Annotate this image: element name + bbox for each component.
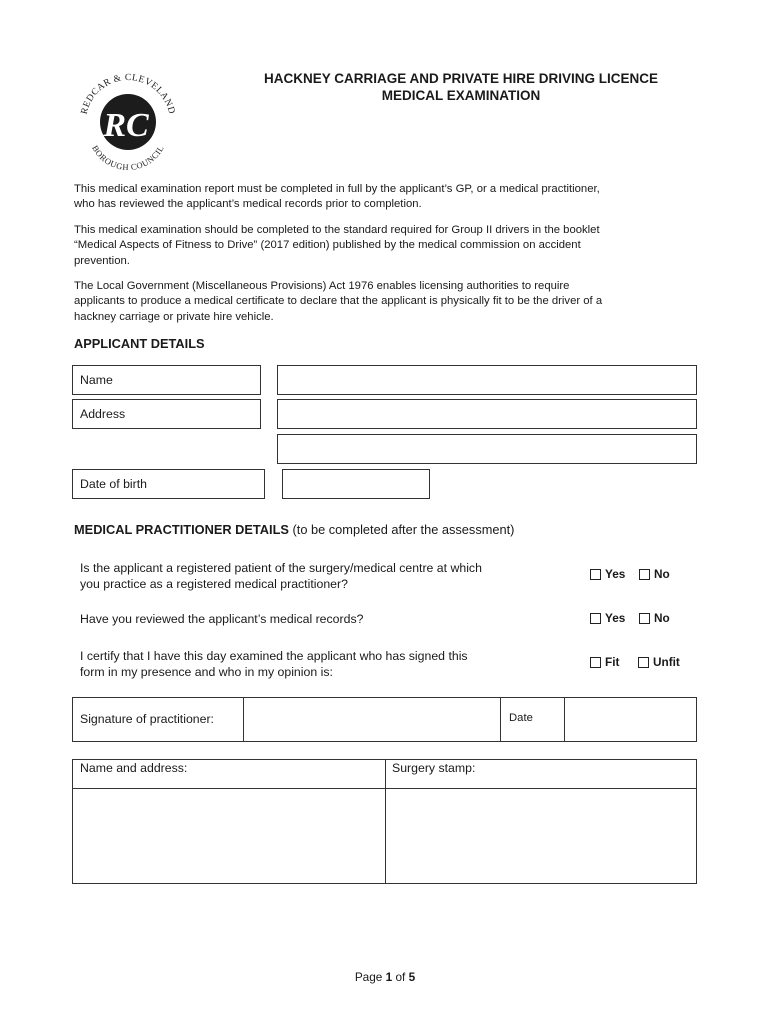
practitioner-details-heading [74,522,514,537]
q1-no-option[interactable] [639,567,670,581]
intro-line: applicants to produce a medical certificate to declare that the applicant is physically fit to be the driver of a [74,295,603,308]
practitioner-heading-note: (to be completed after the assessment) [288,522,515,537]
unfit-option[interactable] [638,655,680,669]
intro-line: This medical examination report must be completed in full by the applicant’s GP, or a medical practitioner, [74,183,600,195]
option-label: Fit [605,655,620,669]
intro-paragraph-1 [74,182,694,213]
q2-no-option[interactable] [639,611,670,625]
page-number [0,970,770,984]
question-certify [80,648,570,680]
logo-ring-top: REDCAR & CLEVELAND [79,72,177,116]
question-line: form in my presence and who in my opinion is: [80,665,333,679]
checkbox[interactable] [590,613,601,624]
title-line-2: MEDICAL EXAMINATION [381,88,541,103]
question-line: Have you reviewed the applicant’s medical records? [80,612,364,626]
council-logo [62,60,192,170]
title-line-1: HACKNEY CARRIAGE AND PRIVATE HIRE DRIVING LICENCE [263,71,659,86]
dob-field[interactable] [282,469,430,499]
name-label: Name [80,373,113,387]
name-address-field[interactable] [73,789,385,883]
page-total: 5 [408,970,416,984]
surgery-stamp-field[interactable] [386,789,696,883]
name-label-box [72,365,261,395]
q1-yes-option[interactable] [590,567,625,581]
question-line: I certify that I have this day examined the applicant who has signed this [80,649,468,663]
option-label: No [654,611,670,625]
name-address-label: Name and address: [80,761,188,775]
intro-line: This medical examination should be completed to the standard required for Group II drivers in the booklet [74,224,600,236]
address-label-box [72,399,261,429]
address-field-line-2[interactable] [277,434,697,464]
question-line: you practice as a registered medical practitioner? [80,577,348,591]
option-label: Yes [605,611,626,625]
divider [500,697,501,742]
intro-line: “Medical Aspects of Fitness to Drive” (2017 edition) published by the medical commission on accident [74,239,581,252]
intro-line: hackney carriage or private hire vehicle. [74,310,274,323]
option-label: Yes [605,567,626,581]
q2-yes-option[interactable] [590,611,625,625]
page-current: 1 [385,970,393,984]
of-word: of [395,970,406,984]
intro-line: who has reviewed the applicant’s medical records prior to completion. [74,198,422,211]
page-word: Page [354,970,383,984]
fit-option[interactable] [590,655,619,669]
intro-paragraph-2 [74,223,694,269]
signature-label: Signature of practitioner: [80,712,214,726]
applicant-details-heading: APPLICANT DETAILS [74,336,205,351]
dob-label-box [72,469,265,499]
surgery-stamp-label: Surgery stamp: [392,761,476,775]
address-label: Address [80,407,126,421]
logo-monogram: RC [103,107,149,144]
intro-line: The Local Government (Miscellaneous Provisions) Act 1976 enables licensing authorities to require [74,280,570,292]
logo-ring-bottom: BOROUGH COUNCIL [90,143,166,170]
checkbox[interactable] [590,569,601,580]
signature-field[interactable] [244,698,500,741]
intro-line: prevention. [74,254,130,267]
question-registered-patient [80,560,570,592]
intro-paragraph-3 [74,279,694,325]
date-field[interactable] [565,698,696,741]
checkbox[interactable] [590,657,601,668]
question-line: Is the applicant a registered patient of the surgery/medical centre at which [80,561,482,575]
page-title [215,70,707,104]
checkbox[interactable] [639,613,650,624]
practitioner-heading-text: MEDICAL PRACTITIONER DETAILS [74,522,289,537]
option-label: Unfit [653,655,680,669]
checkbox[interactable] [638,657,649,668]
question-reviewed-records [80,611,570,627]
date-label: Date [509,712,533,724]
dob-label: Date of birth [80,477,147,491]
option-label: No [654,567,670,581]
address-field-line-1[interactable] [277,399,697,429]
name-field[interactable] [277,365,697,395]
checkbox[interactable] [639,569,650,580]
